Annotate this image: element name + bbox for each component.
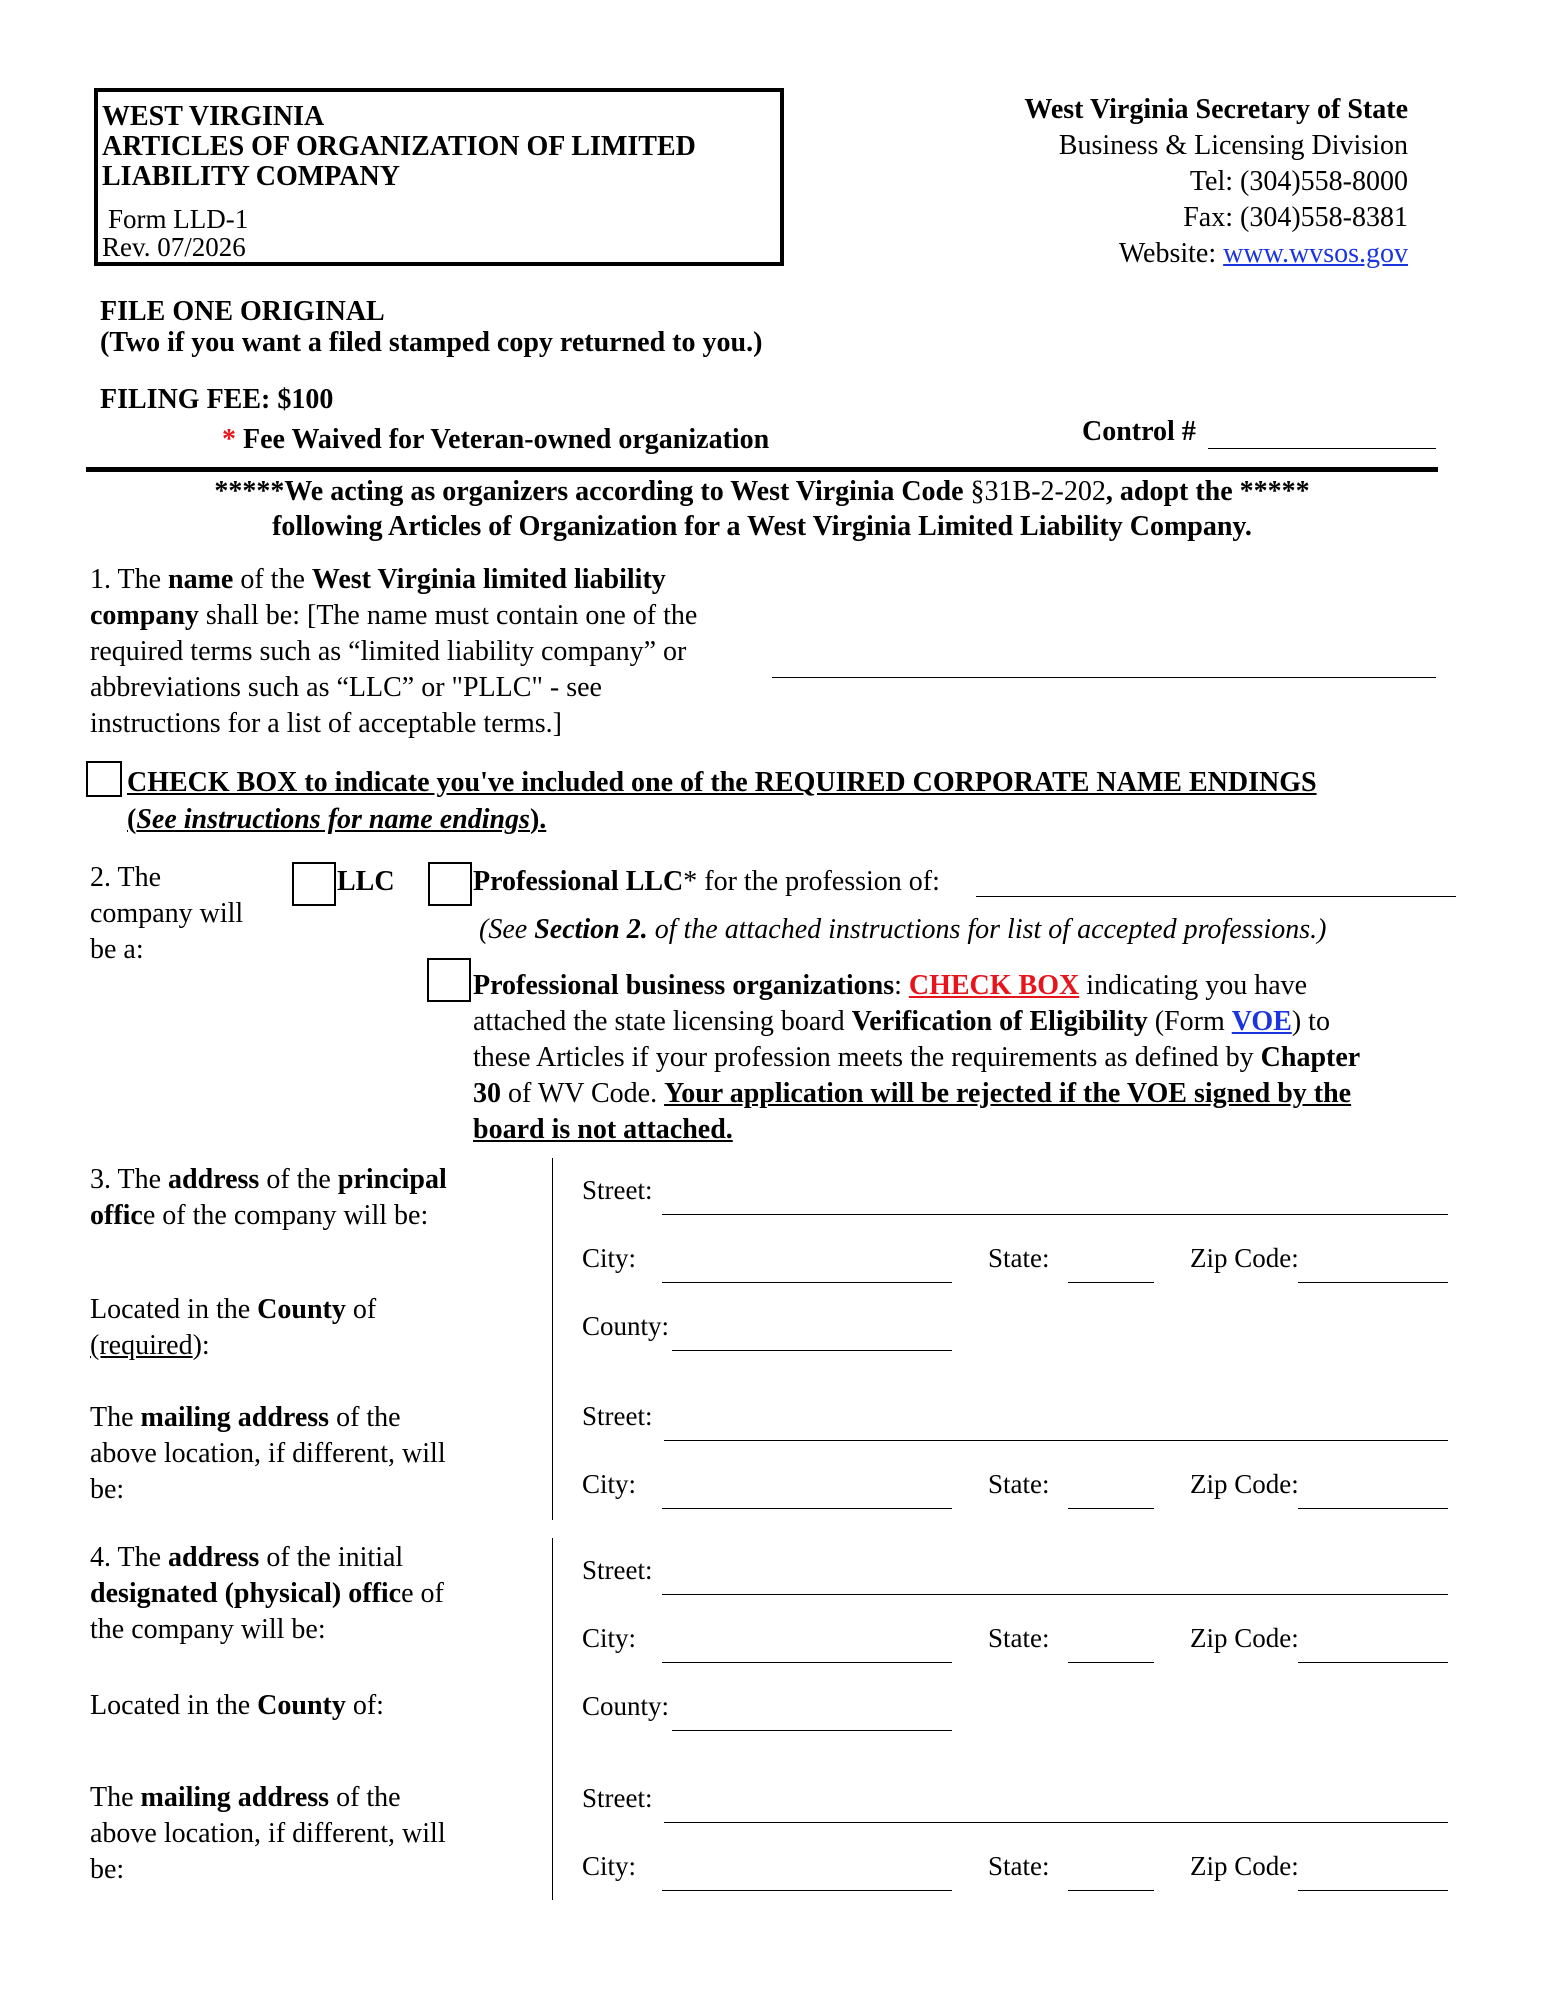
name-endings-text: [127, 764, 1317, 838]
q3-county-c: of: [345, 1294, 377, 1325]
q3-county-label: [90, 1292, 376, 1364]
these-a: these Articles if your profession meets the requirements as defined by: [473, 1042, 1261, 1073]
q1-name-bold: name: [168, 564, 234, 595]
chapter-30: 30: [473, 1078, 501, 1109]
q3-office-bold: offic: [90, 1200, 143, 1231]
agency-block: [848, 92, 1408, 272]
q4-county-field-label: County:: [582, 1691, 670, 1721]
q4-of: e of: [401, 1578, 444, 1609]
q3-zip-label: Zip Code:: [1190, 1243, 1299, 1273]
q3-required-close: ):: [192, 1330, 210, 1361]
filing-fee: [100, 384, 333, 416]
q3-county-a: Located in the: [90, 1294, 258, 1325]
filing-fee-label: FILING FEE: [100, 384, 262, 415]
q3-county-bold: County: [257, 1294, 346, 1325]
q4-mail-a: The: [90, 1782, 141, 1813]
q3-city-field[interactable]: [662, 1282, 952, 1283]
form-revision: Rev. 07/2026: [102, 232, 246, 262]
intro-code: §31B-2-202: [970, 476, 1106, 507]
of-wv-code: of WV Code.: [501, 1078, 665, 1109]
title-line-2: ARTICLES OF ORGANIZATION OF LIMITED: [102, 131, 696, 162]
pllc-label: [473, 866, 940, 898]
q2-line1: 2. The: [90, 862, 162, 893]
q3-mail-city-label: City:: [582, 1469, 637, 1499]
agency-tel: Tel: (304)558-8000: [1189, 166, 1408, 197]
q4-county-a: Located in the: [90, 1690, 258, 1721]
q3-state-label: State:: [988, 1243, 1050, 1273]
fee-waiver: [222, 424, 769, 456]
q3-principal: principal: [337, 1164, 447, 1195]
q4-street-label: Street:: [582, 1555, 653, 1585]
control-number-label: Control #: [1082, 416, 1196, 447]
q3-county-field[interactable]: [672, 1350, 952, 1351]
q1-company-bold: company: [90, 600, 199, 631]
q4-mail-zip-field[interactable]: [1298, 1890, 1448, 1891]
profession-field[interactable]: [976, 896, 1456, 897]
q3-c: of the: [259, 1164, 338, 1195]
see-c: of the attached instructions for list of accepted professions.): [647, 914, 1327, 945]
q4-mailing-bold: mailing address: [140, 1782, 330, 1813]
filing-fee-value: : $100: [261, 384, 334, 415]
waiver-asterisk: *: [222, 424, 236, 455]
agency-name: West Virginia Secretary of State: [1024, 94, 1408, 125]
see-a: (See: [479, 914, 535, 945]
q3-a: 3. The: [90, 1164, 169, 1195]
see-section: Section 2.: [534, 914, 648, 945]
q3-mail-a: The: [90, 1402, 141, 1433]
q3-office-rest: e of the company will be:: [142, 1200, 429, 1231]
two-copies-note: (Two if you want a filed stamped copy returned to you.): [100, 327, 763, 358]
file-one-original: FILE ONE ORIGINAL: [100, 296, 385, 327]
q1-line3: required terms such as “limited liability company” or: [90, 636, 687, 667]
q3-city-label: City:: [582, 1243, 637, 1273]
agency-division: Business & Licensing Division: [1058, 130, 1408, 161]
intro-line1-a: *****We acting as organizers according to West Virginia Code: [214, 476, 971, 507]
pllc-see-note: [479, 914, 1326, 946]
q3-mail-state-label: State:: [988, 1469, 1050, 1499]
name-endings-open: (: [127, 804, 137, 835]
q4-city-field[interactable]: [662, 1662, 952, 1663]
q3-street-field[interactable]: [662, 1214, 1448, 1215]
q4-a: 4. The: [90, 1542, 169, 1573]
q3-state-field[interactable]: [1068, 1282, 1154, 1283]
q4-mail-zip-label: Zip Code:: [1190, 1851, 1299, 1881]
q4-designated: designated (physical) offic: [90, 1578, 402, 1609]
q3-mail-street-field[interactable]: [664, 1440, 1448, 1441]
q3-divider: [552, 1158, 553, 1520]
q4-c: of the initial: [259, 1542, 404, 1573]
q4-mail-state-label: State:: [988, 1851, 1050, 1881]
q1-number: 1. The: [90, 564, 169, 595]
title-line-3: LIABILITY COMPANY: [102, 161, 400, 192]
att-a: attached the state licensing board: [473, 1006, 852, 1037]
q4-county-bold: County: [257, 1690, 346, 1721]
q3-street-label: Street:: [582, 1175, 653, 1205]
q3-county-field-label: County:: [582, 1311, 670, 1341]
name-endings-close: ).: [529, 804, 547, 835]
q4-address: address: [168, 1542, 260, 1573]
agency-website: [848, 236, 1408, 272]
question-2-label: [90, 860, 243, 968]
rejection-warning-2: board is not attached.: [473, 1114, 733, 1145]
title-line-1: WEST VIRGINIA: [102, 101, 325, 132]
rejection-warning-1: Your application will be rejected if the VOE signed by the: [664, 1078, 1352, 1109]
q4-mail-street-field[interactable]: [664, 1822, 1448, 1823]
q1-wvllc-bold: West Virginia limited liability: [311, 564, 666, 595]
q1-of-the: of the: [233, 564, 312, 595]
q4-mail-state-field[interactable]: [1068, 1890, 1154, 1891]
q4-city-label: City:: [582, 1623, 637, 1653]
q1-line4: abbreviations such as “LLC” or "PLLC" - see: [90, 672, 602, 703]
website-link[interactable]: www.wvsos.gov: [1223, 238, 1408, 269]
q4-county-c: of:: [345, 1690, 384, 1721]
name-endings-line1: CHECK BOX to indicate you've included one of the REQUIRED CORPORATE NAME ENDINGS: [127, 767, 1317, 798]
agency-fax: Fax: (304)558-8381: [1183, 202, 1408, 233]
llc-checkbox[interactable]: [292, 862, 336, 906]
att-c: (Form: [1147, 1006, 1232, 1037]
q3-mail-city-field[interactable]: [662, 1508, 952, 1509]
att-d: ) to: [1291, 1006, 1330, 1037]
section-divider: [86, 467, 1438, 472]
q4-mail-line2: above location, if different, will: [90, 1818, 446, 1849]
q4-county-field[interactable]: [672, 1730, 952, 1731]
q4-zip-label: Zip Code:: [1190, 1623, 1299, 1653]
q1-shall-be: shall be: [The name must contain one of the: [198, 600, 698, 631]
pbo-colon: :: [894, 970, 909, 1001]
professional-org-text: [473, 968, 1360, 1148]
q3-required: (required: [90, 1330, 193, 1361]
q3-mail-zip-field[interactable]: [1298, 1508, 1448, 1509]
q4-state-field[interactable]: [1068, 1662, 1154, 1663]
pbo-check-box: CHECK BOX: [908, 970, 1080, 1001]
voe-link[interactable]: VOE: [1231, 1006, 1292, 1037]
q4-mail-street-label: Street:: [582, 1783, 653, 1813]
name-endings-italic: See instructions for name endings: [136, 804, 530, 835]
intro-statement: [86, 474, 1438, 544]
q4-mailing-label: [90, 1780, 446, 1888]
question-3-label: [90, 1162, 447, 1234]
llc-label: LLC: [337, 866, 395, 897]
q4-mail-line3: be:: [90, 1854, 125, 1885]
q3-mailing-label: [90, 1400, 446, 1508]
q4-county-label: [90, 1688, 384, 1724]
pllc-rest: * for the profession of:: [683, 866, 940, 897]
name-endings-checkbox[interactable]: [86, 761, 122, 797]
waiver-text: Fee Waived for Veteran-owned organization: [236, 424, 770, 455]
q1-line5: instructions for a list of acceptable terms.]: [90, 708, 562, 739]
company-name-field[interactable]: [772, 677, 1436, 678]
q3-mail-street-label: Street:: [582, 1401, 653, 1431]
these-chapter: Chapter: [1260, 1042, 1361, 1073]
pbo-bold: Professional business organizations: [473, 970, 895, 1001]
q3-mailing-bold: mailing address: [140, 1402, 330, 1433]
q4-line3: the company will be:: [90, 1614, 326, 1645]
q4-mail-city-label: City:: [582, 1851, 637, 1881]
q2-line3: be a:: [90, 934, 144, 965]
intro-line2: following Articles of Organization for a West Virginia Limited Liability Company.: [272, 511, 1252, 542]
intro-line1-c: , adopt the *****: [1105, 476, 1310, 507]
q4-state-label: State:: [988, 1623, 1050, 1653]
website-label: Website:: [1118, 238, 1224, 269]
q3-mail-c: of the: [329, 1402, 401, 1433]
q3-address: address: [168, 1164, 260, 1195]
q3-mail-line3: be:: [90, 1474, 125, 1505]
att-voe-bold: Verification of Eligibility: [851, 1006, 1148, 1037]
q3-mail-line2: above location, if different, will: [90, 1438, 446, 1469]
pllc-checkbox[interactable]: [428, 862, 472, 906]
q3-mail-zip-label: Zip Code:: [1190, 1469, 1299, 1499]
question-1: [90, 562, 770, 742]
professional-org-checkbox[interactable]: [427, 958, 471, 1002]
form-title-box: [94, 88, 784, 266]
pbo-rest: indicating you have: [1079, 970, 1308, 1001]
control-number-field[interactable]: [1208, 448, 1436, 449]
q4-mail-city-field[interactable]: [662, 1890, 952, 1891]
question-4-label: [90, 1540, 444, 1648]
form-number: Form LLD-1: [108, 204, 249, 234]
q4-mail-c: of the: [329, 1782, 401, 1813]
pllc-bold: Professional LLC: [473, 866, 684, 897]
q2-line2: company will: [90, 898, 244, 929]
q4-divider: [552, 1538, 553, 1900]
filing-instructions: [100, 296, 762, 358]
q4-street-field[interactable]: [662, 1594, 1448, 1595]
q3-mail-state-field[interactable]: [1068, 1508, 1154, 1509]
q3-zip-field[interactable]: [1298, 1282, 1448, 1283]
q4-zip-field[interactable]: [1298, 1662, 1448, 1663]
